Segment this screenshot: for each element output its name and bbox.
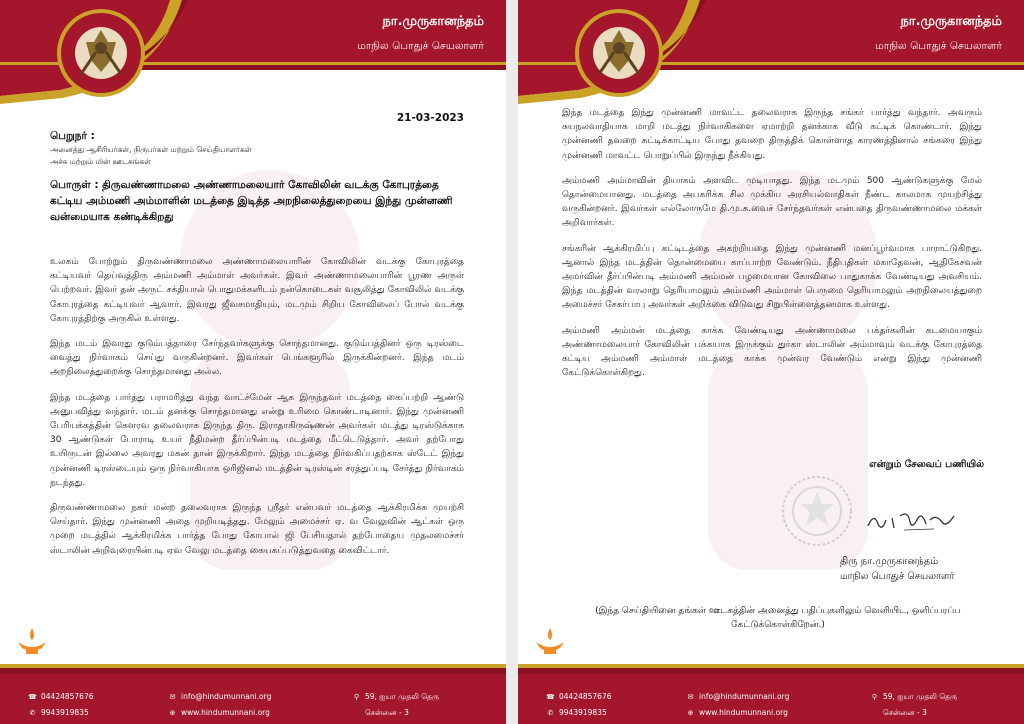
recipient-line: அனைத்து ஆசிரியர்கள், நிருபர்கள் மற்றும் செய்தியாளர்கள்	[50, 145, 252, 154]
footer-website[interactable]: ⊕ www.hindumunnani.org	[687, 708, 788, 717]
recipient-block	[50, 130, 470, 167]
body-paragraph: திருவண்ணாமலை நகர் மன்ற தலைவராக இருந்த ஸ்ரீதர் என்பவர் மடத்தை ஆக்கிரமிக்க முயற்சி செய்தார். இந்து முன்னணி அதை முறியடித்தது. மேலும் அமைச்சர் ஏ. வ வேலுவின் ஆட்கள் ஒரு முறை மடத்தில் ஆக்கிரமிக்க பார்த்த போது கோபால் ஜி பேசியதால் தற்போதைய முதலமைச்சர் ஸ்டாலின் அறிவுரையின்படி ஏவ வேலு மடத்தை கையகப்படுத்துவதை கைவிட்டார்.	[50, 503, 464, 556]
body-paragraph: இந்த மடத்தை பார்த்து பராமரித்து வந்த வாட்ச்மேன் ஆக இருந்தவர் மடத்தை கைப்பற்றி ஆண்டு அனுபவித்து வந்தார். மடம் தனக்கு சொந்தமானது என்று உரிமை கொண்டாடினார். இந்து முன்னணி பேரியக்கத்தின் கௌரவ தலைவராக இருந்த திரு. இராதாகிருஷ்ணன் அவர்கள் மடத்து டிரஸ்டுக்காக 30 ஆண்டுகள் போராடி உயர் நீதிமன்ற தீர்ப்பின்படி மடத்தை மீட்டெடுத்தார். அவர் தற்போது உயிருடன் இல்லை அவரது மகன் தான் இருக்கிறார். இந்த மடத்தை நிர்வகிப்பதற்காக ஸ்டேட் இந்து முன்னணி டிரஸ்டையும் ஒரு நிர்வாகியாக ஒரிஜினல் மடத்தின் டிரஸ்டின் சரத்துப்படி சேர்த்து நிர்வாகம் நடந்தது.	[50, 392, 464, 488]
handwritten-signature	[864, 502, 960, 536]
footer-phone-1: ☎ 04424857676	[28, 692, 94, 701]
email-icon: ✉	[687, 692, 694, 701]
letterhead-role: மாநில பொதுச் செயலாளர்	[357, 40, 484, 52]
footer-email[interactable]: ✉ info@hindumunnani.org	[687, 692, 790, 701]
body-paragraph: இந்த மடம் இவரது குடும்பத்தாரை சேர்ந்தவர்களுக்கு சொந்தமானது. குடும்பத்தினர் ஒரு டிரஸ்டை வைத்து நிர்வாகம் செய்து வருகின்றனர். இவர்கள் பெங்களூரில் இருக்கின்றனர். இந்த மடம் அறநிலைத்துறைக்கு சொந்தமானது அல்ல.	[50, 339, 464, 378]
letterhead-name: நா.முருகானந்தம்	[900, 14, 1002, 29]
footer-stripe	[518, 664, 1024, 674]
letterhead-role: மாநில பொதுச் செயலாளர்	[875, 40, 1002, 52]
recipient-line: அச்சு மற்றும் மின் ஊடகங்கள்	[50, 157, 151, 166]
email-icon: ✉	[169, 692, 176, 701]
letterhead-footer	[518, 664, 1024, 724]
letterhead-footer	[0, 664, 506, 724]
letter-subject: பொருள் : திருவண்ணாமலை அண்ணாமலையார் கோவிலின் வடக்கு கோபுரத்தை கட்டிய அம்மணி அம்மாளின் மடத்தை இடித்த அறநிலைத்துறையை இந்து முன்னணி வன்மையாக கண்டிக்கிறது	[50, 179, 453, 223]
publication-request-note: (இந்த செய்தியினை தங்கள் ஊடகத்தின் அனைத்து பதிப்புகளிலும் வெளியிட, ஒளிப்பரப்ப கேட்டுக்கொள்கிறேன்.)	[595, 606, 961, 630]
phone-icon: ☎	[28, 692, 37, 701]
signoff-text: என்றும் சேவைப் பணியில்	[869, 459, 984, 470]
footer-phone-2: ✆ 9943919835	[547, 708, 607, 717]
letter-body-page-1	[50, 255, 464, 569]
letter-page-1	[0, 0, 506, 724]
body-paragraph: இந்த மடத்தை இந்து முன்னணி மாவட்ட தலைவராக இருந்த சங்கர் பார்த்து வந்தார். அவரும் சுயநலவாதியாக மாறி மடத்து நிர்வாகிகளை ஏமாற்றி தனக்காக வீடு கட்டிக் கொண்டார். இந்து முன்னணி தவறை சுட்டிக்காட்டிய போது தவறை திருத்திக் கொள்ளாத காரணத்தினால் சங்கரை இந்து முன்னணி மாவட்ட பொறுப்பில் இருந்து நீக்கியது.	[562, 108, 982, 161]
body-paragraph: சங்கரின் ஆக்கிரமிப்பு கட்டிடத்தை அகற்றியதை இந்து முன்னணி மனப்பூர்வமாக பாராட்டுகிறது. ஆனால் இந்த மடத்தின் தொன்மையை காப்பாற்ற வேண்டும். நீதிபதிகள் மகாதேவன், ஆதிகேசவன் அமர்வின் தீர்ப்பின்படி அம்மணி அம்மன் பழமையான கோவிலை பாதுகாக்க வேண்டியது அவசியம். இந்த மடத்தின் வரலாறு தெரியாமலும் அம்மணி அம்மாள் பெருமை தெரியாமலும் அறநிலையத்துறை அமைச்சர் சேகர்பாபு அவர்கள் அறிக்கை விடுவது சிறுபிள்ளைத்தனமாக உள்ளது.	[562, 243, 982, 311]
globe-icon: ⊕	[687, 708, 694, 717]
signer-role: மாநில பொதுச் செயலாளர்	[840, 571, 955, 582]
page-gutter	[506, 0, 518, 724]
organization-logo-icon	[56, 8, 146, 98]
body-paragraph: உலகம் போற்றும் திருவண்ணாமலை அண்ணாமலையாரின் கோவிலின் வடக்கு கோபுரத்தை கட்டியவர் தெய்வத்திரு அம்மணி அம்மாள் அவர்கள். இவர் அண்ணாமலையாரின் பூரண அருள் பெற்றவர். இவர் தன் அருட் சக்தியால் பொதுமக்களிடம் நன்கொடைகள் வசூலித்து கோவிலில் வடக்கு கோபுரத்தை கட்டியவர் ஆவார். இவரது ஜீவசமாதியும், மடமும் சிறிய கோவிலைப் போல் வடக்கு கோபுரத்திற்கு அருகில் உள்ளது.	[50, 257, 464, 324]
letterhead-name: நா.முருகானந்தம்	[382, 14, 484, 29]
footer-address-1: ⚲ 59, ஐயா முதலி தெரு	[871, 692, 957, 701]
location-icon: ⚲	[353, 693, 360, 701]
seal-icon	[780, 474, 854, 548]
footer-website[interactable]: ⊕ www.hindumunnani.org	[169, 708, 270, 717]
organization-logo-icon	[574, 8, 664, 98]
signer-name: திரு நா.முருகானந்தம்	[840, 556, 939, 567]
letter-date: 21-03-2023	[396, 112, 464, 124]
footer-stripe	[0, 664, 506, 674]
footer-address-1: ⚲ 59, ஐயா முதலி தெரு	[353, 692, 439, 701]
mobile-icon: ✆	[547, 708, 554, 717]
letter-page-2	[518, 0, 1024, 724]
footer-address-2: சென்னை - 3	[365, 708, 409, 717]
lamp-icon	[530, 626, 570, 656]
body-paragraph: அம்மணி அம்மன் மடத்தை காக்க வேண்டியது அண்ணாமலை பக்தர்களின் கடமையாகும் அண்ணாமலையார் கோவிலின் பக்கயாக இருக்கும் துர்கா ஸ்டாலின் அம்மாவும் வடக்கு கோபுரத்தை கட்டிய அம்மணி அம்மாள் மடத்தை காக்க முன்வர வேண்டும் என்று இந்து முன்னணி கேட்டுக்கொள்கிறது.	[562, 325, 982, 379]
lamp-icon	[12, 626, 52, 656]
phone-icon: ☎	[546, 692, 555, 701]
footer-address-2: சென்னை - 3	[883, 708, 927, 717]
footer-email[interactable]: ✉ info@hindumunnani.org	[169, 692, 272, 701]
body-paragraph: அம்மணி அம்மாவின் தியாகம் அளவிட முடியாதது. இந்த மடமும் 500 ஆண்டுகளுக்கு மேல் தொன்மையானது. மடத்தை அபகரிக்க சில முக்கிய அரசியல்வாதிகள் நீண்ட காலமாக முயற்சித்து வருகின்றனர். இவர்கள் எல்லோருமே தி.மு.க.வைச் சேர்ந்தவர்கள் என்பதை திருவண்ணாமலை மக்கள் அறிவார்கள்.	[562, 175, 982, 229]
mobile-icon: ✆	[29, 708, 36, 717]
letter-body-page-2	[562, 106, 982, 391]
recipient-label: பெறுநர் :	[50, 130, 95, 142]
location-icon: ⚲	[871, 693, 878, 701]
footer-phone-2: ✆ 9943919835	[29, 708, 89, 717]
footer-phone-1: ☎ 04424857676	[546, 692, 612, 701]
letterhead	[0, 0, 506, 118]
letterhead	[518, 0, 1024, 118]
globe-icon: ⊕	[169, 708, 176, 717]
